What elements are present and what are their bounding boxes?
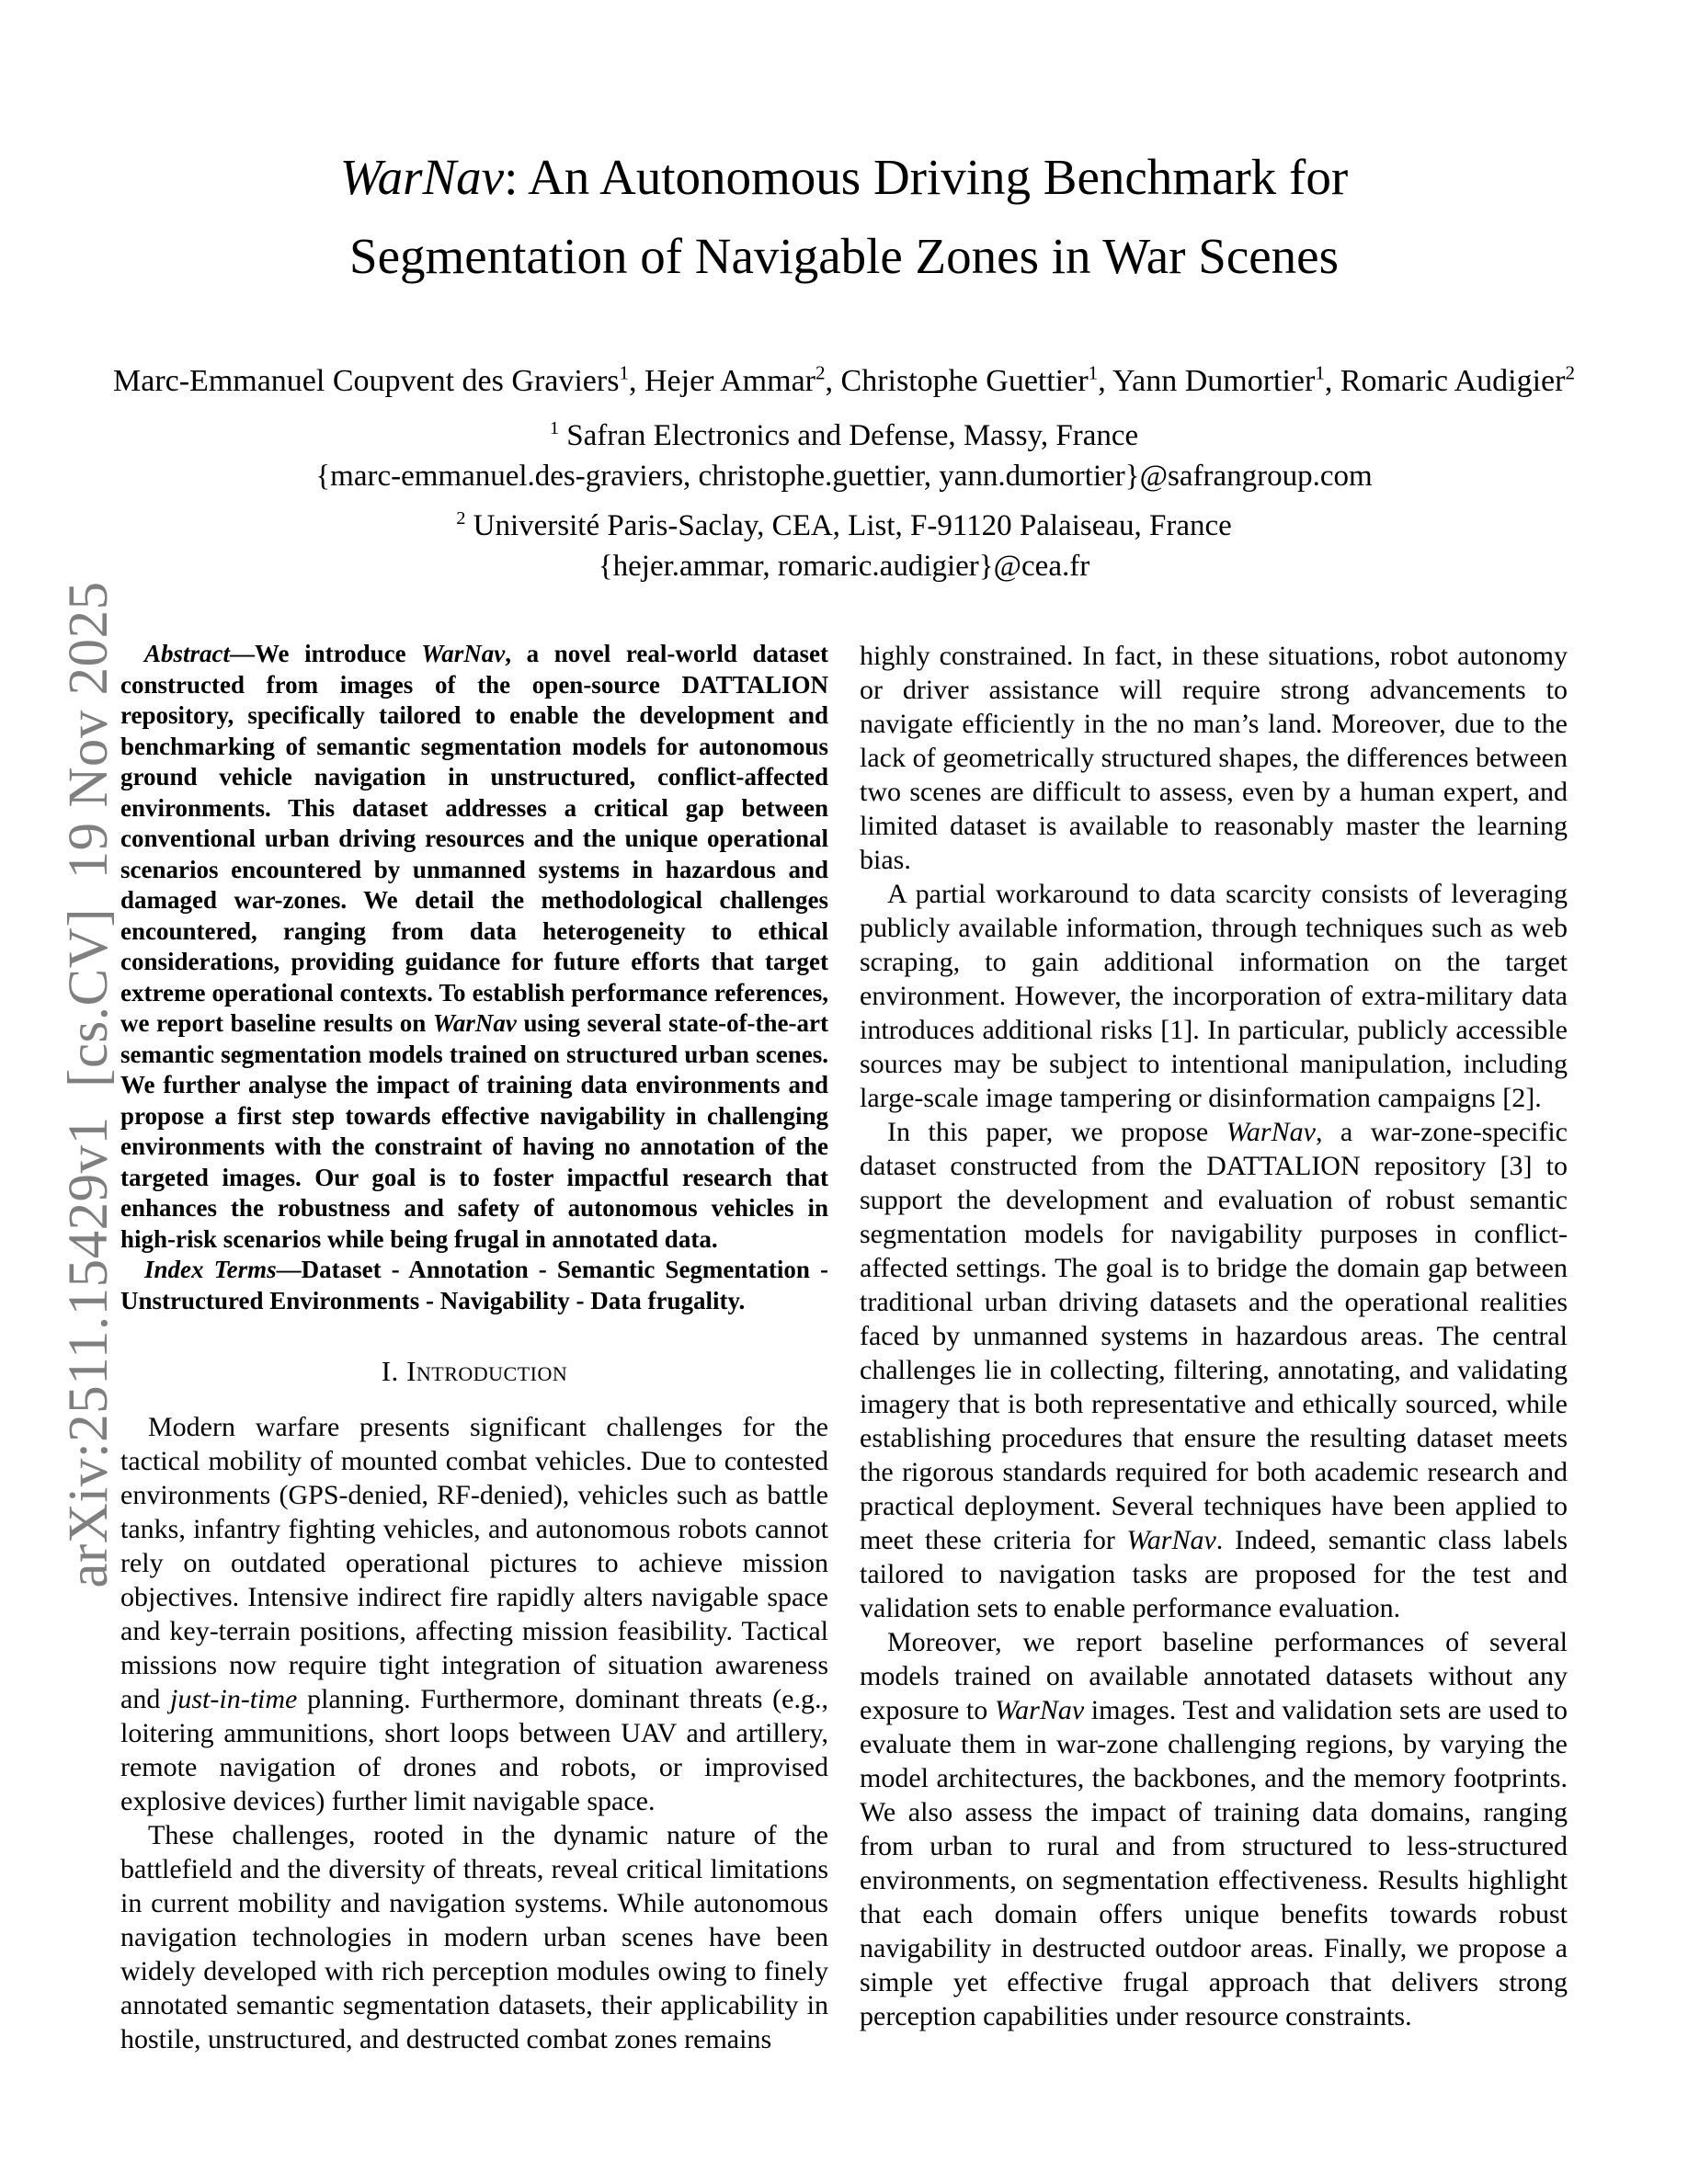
affiliation-1: $^1$ Safran Electronics and Defense, Massy, France [549, 418, 1139, 452]
affiliations-block [0, 415, 1688, 586]
affiliation-2-email: {hejer.ammar, romaric.audigier}@cea.fr [598, 550, 1090, 583]
index-terms: Index Terms—Dataset - Annotation - Semantic Segmentation - Unstructured Environments - Navigability - Data frugality. [120, 1256, 828, 1314]
left-column [120, 639, 828, 2056]
abstract-paragraph: Abstract—We introduce WarNav, a novel real-world dataset constructed from images of the open-source DATTALION repository, specifically tailored to enable the development and benchmarking of semantic segmentation models for autonomous ground vehicle navigation in unstructured, conflict-affected environments. This dataset addresses a critical gap between conventional urban driving resources and the unique operational scenarios encountered by unmanned systems in hazardous and damaged war-zones. We detail the methodological challenges encountered, ranging from data heterogeneity to ethical considerations, providing guidance for future efforts that target extreme operational contexts. To establish performance references, we report baseline results on WarNav using several state-of-the-art semantic segmentation models trained on structured urban scenes. We further analyse the impact of training data environments and propose a first step towards effective navigability in challenging environments with the constraint of having no annotation of the targeted images. Our goal is to foster impactful research that enhances the robustness and safety of autonomous vehicles in high-risk scenarios while being frugal in annotated data. [120, 640, 829, 1253]
intro-paragraph-these-challenges: These challenges, rooted in the dynamic nature of the battlefield and the diversity of threats, reveal critical limitations in current mobility and navigation systems. While autonomous navigation technologies in modern urban scenes have been widely developed with rich perception modules owing to finely annotated semantic segmentation datasets, their applicability in hostile, unstructured, and destructed combat zones remains [120, 1820, 828, 2054]
affiliation-1-email: {marc-emmanuel.des-graviers, christophe.guettier, yann.dumortier}@safrangroup.com [315, 460, 1373, 493]
intro-paragraph-partial-workaround: A partial workaround to data scarcity consists of leveraging publicly available information, through techniques such as web scraping, to gain additional information on the target environment. However, the incorporation of extra-military data introduces additional risks [1]. In particular, publicly accessible sources may be subject to intentional manipulation, including large-scale image tampering or disinformation campaigns [2]. [860, 879, 1568, 1113]
affiliation-2: $^2$ Université Paris-Saclay, CEA, List, F-91120 Palaiseau, France [456, 508, 1232, 542]
intro-paragraph-in-this-paper: In this paper, we propose WarNav, a war-zone-specific dataset constructed from the DATTALION repository [3] to support the development and evaluation of robust semantic segmentation models for navigability purposes in conflict-affected settings. The goal is to bridge the domain gap between traditional urban driving datasets and the operational realities faced by unmanned systems in hazardous areas. The central challenges lie in collecting, filtering, annotating, and validating imagery that is both representative and ethically sourced, while establishing procedures that ensure the resulting dataset meets the rigorous standards required for both academic research and practical deployment. Several techniques have been applied to meet these criteria for WarNav. Indeed, semantic class labels tailored to navigation tasks are proposed for the test and validation sets to enable performance evaluation. [860, 1117, 1568, 1623]
paper-title-line-1: WarNav: An Autonomous Driving Benchmark for [339, 149, 1349, 205]
intro-paragraph-moreover-baselines: Moreover, we report baseline performances of several models trained on available annotated datasets without any exposure to WarNav images. Test and validation sets are used to evaluate them in war-zone challenging regions, by varying the model architectures, the backbones, and the memory footprints. We also assess the impact of training data domains, ranging from urban to rural and from structured to less-structured environments, on segmentation effectiveness. Results highlight that each domain offers unique benefits towards robust navigability in destructed outdoor areas. Finally, we propose a simple yet effective frugal approach that delivers strong perception capabilities under resource constraints. [860, 1627, 1568, 2031]
arxiv-watermark: arXiv:2511.15429v1 [cs.CV] 19 Nov 2025 [58, 581, 120, 1588]
right-column [860, 639, 1568, 2033]
section-heading-introduction: I. Introduction [381, 1355, 568, 1387]
author-line: Marc-Emmanuel Coupvent des Graviers$^1$, Hejer Ammar$^2$, Christophe Guettier$^1$, Yann Dumortier$^1$, Romaric Audigier$^2$ [113, 361, 1575, 398]
intro-paragraph-these-challenges-continued: highly constrained. In fact, in these situations, robot autonomy or driver assistance will require strong advancements to navigate efficiently in the no man’s land. Moreover, due to the lack of geometrically structured shapes, the differences between two scenes are difficult to assess, even by a human expert, and limited dataset is available to reasonably master the learning bias. [860, 641, 1568, 875]
intro-paragraph-modern-warfare: Modern warfare presents significant challenges for the tactical mobility of mounted combat vehicles. Due to contested environments (GPS-denied, RF-denied), vehicles such as battle tanks, infantry fighting vehicles, and autonomous robots cannot rely on outdated operational pictures to achieve mission objectives. Intensive indirect fire rapidly alters navigable space and key-terrain positions, affecting mission feasibility. Tactical missions now require tight integration of situation awareness and just-in-time planning. Furthermore, dominant threats (e.g., loitering ammunitions, short loops between UAV and artillery, remote navigation of drones and robots, or improvised explosive devices) further limit navigable space. [120, 1412, 828, 1816]
paper-title-line-2: Segmentation of Navigable Zones in War Scenes [349, 228, 1339, 284]
paper-title [0, 138, 1688, 296]
